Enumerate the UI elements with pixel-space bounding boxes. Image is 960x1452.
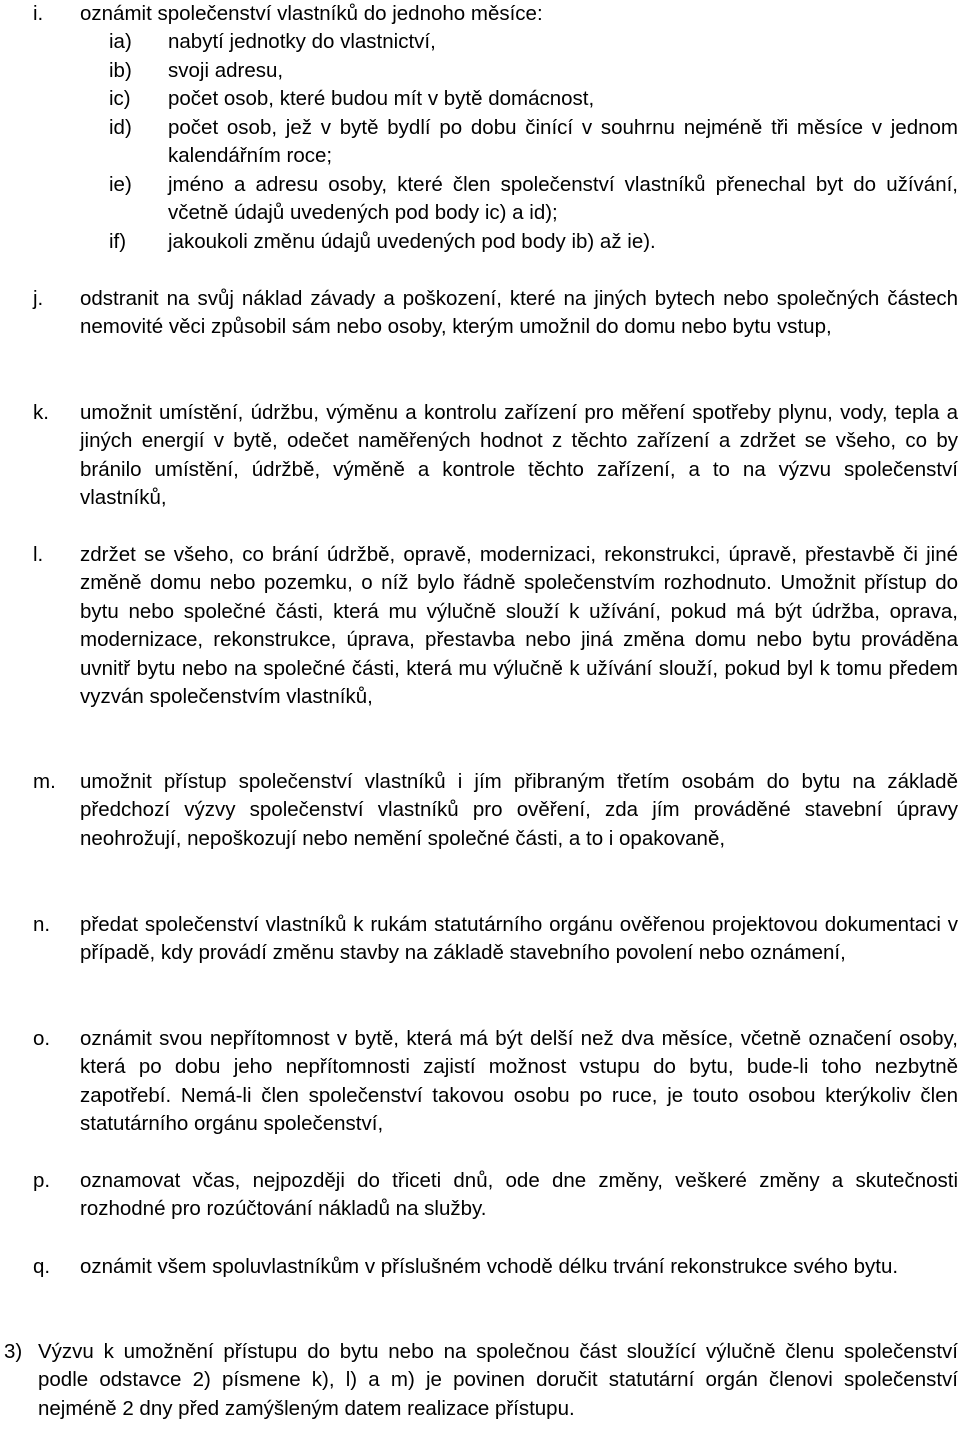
list-marker: m. — [33, 770, 56, 793]
list-item-text: oznamovat včas, nejpozději do třiceti dnů, ode dne změny, veškeré změny a skutečnosti rozhodné pro rozúčtování nákladů na služby. — [80, 1169, 958, 1221]
list-item-text: odstranit na svůj náklad závady a poškození, které na jiných bytech nebo společných částech nemovité věci způsobil sám nebo osoby, kterým umožnil do domu nebo bytu vstup, — [80, 287, 958, 339]
sub-item-text: nabytí jednotky do vlastnictví, — [168, 30, 436, 53]
list-marker: n. — [33, 913, 51, 936]
list-marker: k. — [33, 401, 49, 424]
list-item-text: oznámit svou nepřítomnost v bytě, která má být delší než dva měsíce, včetně označení osoby, která po dobu jeho nepřítomnosti zajistí možnost vstupu do bytu, bude-li toho nezbytně zapotřebí. Nemá-li člen společenství takovou osobu po ruce, je touto osobou kterýkoliv člen statutárního orgánu společenství, — [80, 1027, 958, 1136]
sub-item-text: jméno a adresu osoby, které člen společenství vlastníků přenechal byt do užívání, včetně údajů uvedených pod body ic) a id); — [168, 173, 958, 225]
sub-item-text: svoji adresu, — [168, 59, 284, 82]
list-marker: q. — [33, 1255, 51, 1278]
list-marker: j. — [33, 287, 44, 310]
sub-item-text: počet osob, jež v bytě bydlí po dobu činící v souhrnu nejméně tři měsíce v jednom kalendářním roce; — [168, 116, 958, 168]
list-item-text: zdržet se všeho, co brání údržbě, opravě, modernizaci, rekonstrukci, úpravě, přestavbě či jiné změně domu nebo pozemku, o níž bylo řádně společenstvím rozhodnuto. Umožnit přístup do bytu nebo společné části, která mu výlučně slouží k užívání, pokud má být údržba, oprava, modernizace, rekonstrukce, úprava, přestavba nebo jiná změna domu nebo bytu prováděna uvnitř bytu nebo na společné části, která mu výlučně k užívání slouží, pokud byl k tomu předem vyzván společenstvím vlastníků, — [80, 543, 958, 709]
paragraph-text: Výzvu k umožnění přístupu do bytu nebo na společnou část sloužící výlučně členu společenství podle odstavce 2) písmene k), l) a m) je povinen doručit statutární orgán členovi společenství nejméně 2 dny před zamýšleným datem realizace přístupu. — [38, 1340, 958, 1420]
list-item-text: oznámit všem spoluvlastníkům v příslušném vchodě délku trvání rekonstrukce svého bytu. — [80, 1255, 899, 1278]
paragraph-marker: 3) — [4, 1340, 23, 1363]
list-item-text: umožnit umístění, údržbu, výměnu a kontrolu zařízení pro měření spotřeby plynu, vody, tepla a jiných energií v bytě, odečet naměřených hodnot z těchto zařízení a zdržet se všeho, co by bránilo umístění, údržbě, výměně a kontrole těchto zařízení, a to na výzvu společenství vlastníků, — [80, 401, 958, 510]
sub-item-marker: id) — [109, 116, 132, 139]
sub-item-text: počet osob, které budou mít v bytě domácnost, — [168, 87, 595, 110]
list-item-text: umožnit přístup společenství vlastníků i jím přibraným třetím osobám do bytu na základě předchozí výzvy společenství vlastníků pro ověření, zda jím prováděné stavební úpravy neohrožují, nepoškozují nebo nemění společné části, a to i opakovaně, — [80, 770, 958, 850]
sub-item-marker: ie) — [109, 173, 132, 196]
list-item-text: předat společenství vlastníků k rukám statutárního orgánu ověřenou projektovou dokumentaci v případě, kdy provádí změnu stavby na základě stavebního povolení nebo oznámení, — [80, 913, 958, 965]
sub-item-marker: ib) — [109, 59, 132, 82]
list-marker: p. — [33, 1169, 51, 1192]
list-item-text: oznámit společenství vlastníků do jednoho měsíce: — [80, 2, 543, 25]
sub-item-marker: if) — [109, 230, 127, 253]
sub-item-marker: ic) — [109, 87, 131, 110]
list-marker: i. — [33, 2, 44, 25]
list-marker: l. — [33, 543, 44, 566]
list-marker: o. — [33, 1027, 51, 1050]
sub-item-marker: ia) — [109, 30, 132, 53]
sub-item-text: jakoukoli změnu údajů uvedených pod body ib) až ie). — [168, 230, 656, 253]
